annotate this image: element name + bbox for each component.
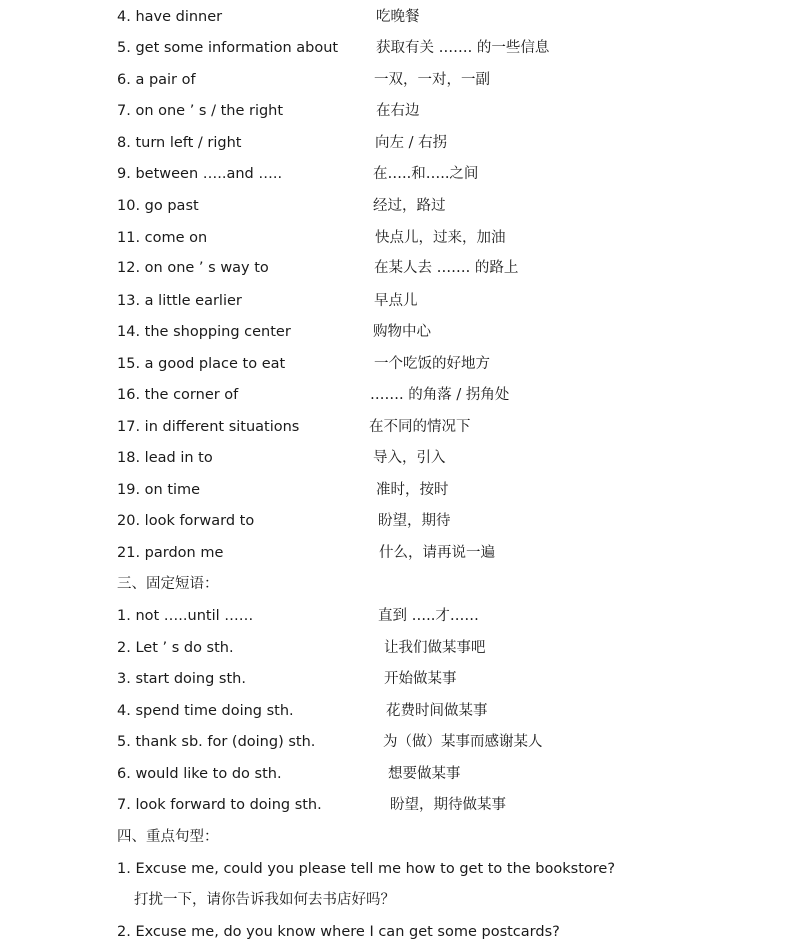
sentence-chinese: 打扰一下，请你告诉我如何去书店好吗？	[134, 892, 395, 908]
phrase-chinese: 经过，路过	[373, 198, 446, 214]
phrase-chinese: 盼望，期待	[378, 513, 451, 529]
fixed-phrase-row	[0, 700, 800, 722]
phrase-row	[0, 416, 800, 438]
phrase-row	[0, 447, 800, 469]
section-heading-key-sentences	[0, 826, 800, 848]
phrase-chinese: 一个吃饭的好地方	[374, 356, 490, 372]
section-heading-fixed-phrases	[0, 573, 800, 595]
phrase-chinese: 导入，引入	[373, 450, 446, 466]
phrase-english: 8. turn left / right	[117, 135, 242, 151]
phrase-chinese: 早点儿	[374, 293, 418, 309]
phrase-chinese: 吃晚餐	[376, 9, 420, 25]
phrase-english: 11. come on	[117, 230, 208, 246]
fixed-phrase-row	[0, 668, 800, 690]
phrase-english: 4. spend time doing sth.	[117, 703, 294, 719]
phrase-row	[0, 163, 800, 185]
phrase-chinese: 准时，按时	[376, 482, 449, 498]
phrase-row	[0, 100, 800, 122]
section-heading-text: 四、重点句型：	[117, 829, 219, 845]
phrase-chinese: 盼望，期待做某事	[390, 797, 506, 813]
section-heading-text: 三、固定短语：	[117, 576, 219, 592]
phrase-row	[0, 257, 800, 279]
phrase-chinese: 在右边	[376, 103, 420, 119]
phrase-row	[0, 542, 800, 564]
sentence-row	[0, 858, 800, 880]
phrase-english: 4. have dinner	[117, 9, 223, 25]
phrase-english: 10. go past	[117, 198, 199, 214]
phrase-english: 17. in different situations	[117, 419, 300, 435]
phrase-chinese: 在不同的情况下	[369, 419, 471, 435]
phrase-english: 3. start doing sth.	[117, 671, 246, 687]
phrase-chinese: 想要做某事	[388, 766, 461, 782]
phrase-chinese: 向左 / 右拐	[375, 135, 448, 151]
phrase-row	[0, 290, 800, 312]
phrase-chinese: 在…..和…..之间	[373, 166, 479, 182]
phrase-english: 15. a good place to eat	[117, 356, 286, 372]
phrase-english: 16. the corner of	[117, 387, 239, 403]
phrase-english: 6. a pair of	[117, 72, 196, 88]
phrase-row	[0, 384, 800, 406]
phrase-chinese: 快点儿，过来，加油	[375, 230, 506, 246]
fixed-phrase-row	[0, 763, 800, 785]
fixed-phrase-row	[0, 637, 800, 659]
phrase-row	[0, 132, 800, 154]
phrase-english: 7. on one ’ s / the right	[117, 103, 284, 119]
phrase-english: 14. the shopping center	[117, 324, 291, 340]
sentence-row	[0, 921, 800, 943]
phrase-row	[0, 227, 800, 249]
phrase-row	[0, 510, 800, 532]
phrase-chinese: 让我们做某事吧	[384, 640, 486, 656]
phrase-english: 7. look forward to doing sth.	[117, 797, 322, 813]
phrase-english: 6. would like to do sth.	[117, 766, 282, 782]
fixed-phrase-row	[0, 731, 800, 753]
phrase-english: 19. on time	[117, 482, 201, 498]
phrase-english: 18. lead in to	[117, 450, 213, 466]
phrase-english: 13. a little earlier	[117, 293, 242, 309]
phrase-english: 21. pardon me	[117, 545, 224, 561]
sentence-translation-row	[0, 889, 800, 911]
phrase-english: 5. get some information about	[117, 40, 339, 56]
sentence-english: 2. Excuse me, do you know where I can get some postcards?	[117, 924, 560, 940]
phrase-chinese: 为（做）某事而感谢某人	[383, 734, 543, 750]
phrase-english: 2. Let ’ s do sth.	[117, 640, 234, 656]
phrase-english: 1. not …..until ……	[117, 608, 254, 624]
phrase-chinese: 什么，请再说一遍	[379, 545, 495, 561]
phrase-row	[0, 6, 800, 28]
fixed-phrase-row	[0, 605, 800, 627]
fixed-phrase-row	[0, 794, 800, 816]
phrase-row	[0, 195, 800, 217]
phrase-chinese: 开始做某事	[384, 671, 457, 687]
phrase-row	[0, 37, 800, 59]
sentence-english: 1. Excuse me, could you please tell me how to get to the bookstore?	[117, 861, 616, 877]
phrase-chinese: 一双，一对，一副	[374, 72, 490, 88]
phrase-row	[0, 69, 800, 91]
phrase-chinese: 在某人去 ……. 的路上	[374, 260, 519, 276]
phrase-english: 12. on one ’ s way to	[117, 260, 269, 276]
phrase-english: 5. thank sb. for (doing) sth.	[117, 734, 316, 750]
phrase-chinese: 购物中心	[373, 324, 431, 340]
phrase-row	[0, 321, 800, 343]
phrase-english: 9. between …..and …..	[117, 166, 283, 182]
phrase-english: 20. look forward to	[117, 513, 255, 529]
phrase-chinese: 直到 …..才……	[378, 608, 479, 624]
phrase-chinese: 获取有关 ……. 的一些信息	[376, 40, 550, 56]
phrase-row	[0, 479, 800, 501]
phrase-chinese: 花费时间做某事	[386, 703, 488, 719]
phrase-row	[0, 353, 800, 375]
phrase-chinese: ……. 的角落 / 拐角处	[370, 387, 510, 403]
